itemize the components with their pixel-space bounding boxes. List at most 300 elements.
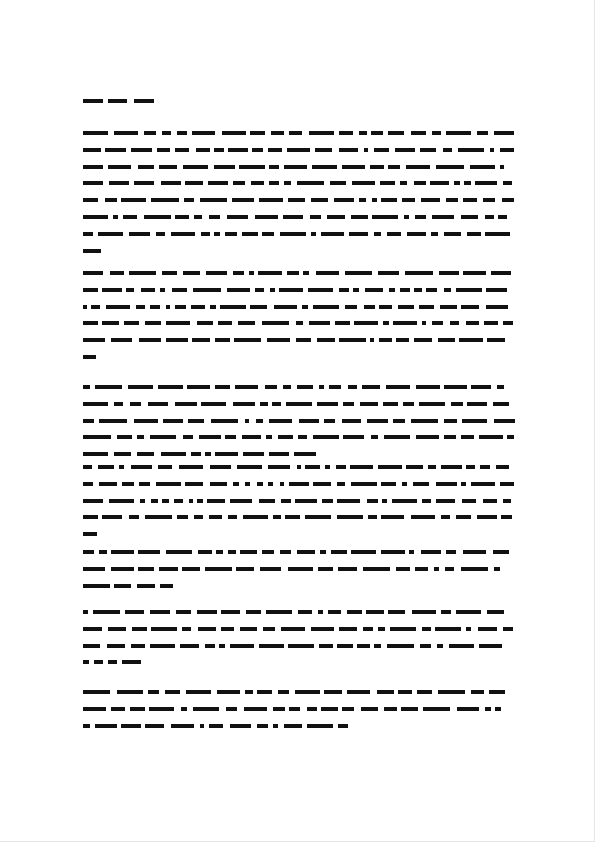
illegible-word <box>131 148 152 152</box>
illegible-word <box>297 550 315 554</box>
text-line <box>83 435 515 439</box>
illegible-word <box>342 165 365 169</box>
illegible-word <box>83 181 103 185</box>
illegible-word <box>177 515 188 519</box>
illegible-word <box>372 198 377 202</box>
illegible-word <box>198 550 212 554</box>
illegible-word <box>349 232 368 236</box>
illegible-word <box>83 271 103 275</box>
illegible-word <box>172 288 187 292</box>
illegible-word <box>114 452 131 456</box>
illegible-word <box>321 707 338 711</box>
illegible-word <box>339 288 349 292</box>
illegible-word <box>157 148 170 152</box>
illegible-word <box>236 567 254 571</box>
illegible-word <box>145 321 161 325</box>
illegible-word <box>283 385 291 389</box>
illegible-word <box>485 707 491 711</box>
illegible-word <box>266 610 292 614</box>
illegible-word <box>243 452 264 456</box>
illegible-word <box>381 482 396 486</box>
illegible-word <box>330 181 346 185</box>
illegible-word <box>324 690 342 694</box>
illegible-word <box>83 482 93 486</box>
illegible-word <box>129 515 139 519</box>
illegible-word <box>479 644 502 648</box>
illegible-word <box>122 660 141 664</box>
illegible-word <box>296 321 303 325</box>
illegible-word <box>233 271 244 275</box>
illegible-word <box>162 499 169 503</box>
illegible-word <box>415 567 428 571</box>
illegible-word <box>336 465 346 469</box>
illegible-word <box>491 271 511 275</box>
text-line <box>83 465 515 469</box>
illegible-word <box>191 305 205 309</box>
illegible-word <box>193 707 219 711</box>
illegible-word <box>438 690 465 694</box>
illegible-word <box>150 435 176 439</box>
text-line <box>83 707 515 711</box>
illegible-word <box>137 452 154 456</box>
illegible-word <box>297 385 313 389</box>
illegible-word <box>329 385 341 389</box>
illegible-word <box>137 584 155 588</box>
illegible-word <box>411 515 435 519</box>
illegible-word <box>183 435 193 439</box>
illegible-word <box>384 707 397 711</box>
illegible-word <box>83 465 92 469</box>
illegible-word <box>129 232 150 236</box>
illegible-word <box>260 567 281 571</box>
illegible-word <box>461 567 488 571</box>
illegible-word <box>357 644 370 648</box>
illegible-word <box>83 452 108 456</box>
text-line <box>83 515 515 519</box>
illegible-word <box>91 305 100 309</box>
illegible-word <box>439 271 459 275</box>
illegible-word <box>258 271 282 275</box>
illegible-word <box>354 321 378 325</box>
illegible-word <box>266 435 272 439</box>
illegible-word <box>351 482 377 486</box>
illegible-word <box>192 338 210 342</box>
illegible-word <box>444 288 451 292</box>
illegible-word <box>466 321 479 325</box>
text-line <box>83 644 515 648</box>
illegible-word <box>374 644 381 648</box>
illegible-word <box>283 215 303 219</box>
illegible-word <box>237 465 262 469</box>
illegible-word <box>461 482 466 486</box>
illegible-word <box>381 198 397 202</box>
illegible-word <box>406 465 423 469</box>
illegible-word <box>444 435 456 439</box>
illegible-word <box>95 724 117 728</box>
illegible-word <box>83 610 88 614</box>
illegible-word <box>242 435 261 439</box>
illegible-word <box>284 181 291 185</box>
illegible-word <box>298 435 307 439</box>
illegible-word <box>441 610 451 614</box>
illegible-word <box>83 165 103 169</box>
illegible-word <box>83 99 103 103</box>
illegible-word <box>108 99 127 103</box>
illegible-word <box>240 550 257 554</box>
illegible-word <box>317 402 338 406</box>
illegible-word <box>225 232 237 236</box>
illegible-word <box>459 338 483 342</box>
illegible-word <box>445 567 454 571</box>
illegible-word <box>367 499 378 503</box>
illegible-word <box>134 181 154 185</box>
illegible-word <box>249 271 254 275</box>
illegible-word <box>462 499 476 503</box>
illegible-word <box>285 515 300 519</box>
illegible-word <box>347 690 370 694</box>
illegible-word <box>262 550 274 554</box>
illegible-word <box>205 567 232 571</box>
illegible-word <box>234 338 261 342</box>
illegible-word <box>151 627 177 631</box>
illegible-word <box>398 305 414 309</box>
illegible-word <box>232 198 254 202</box>
illegible-word <box>122 482 134 486</box>
illegible-word <box>140 499 145 503</box>
illegible-word <box>129 271 156 275</box>
illegible-word <box>199 435 221 439</box>
illegible-word <box>99 550 107 554</box>
illegible-word <box>485 232 510 236</box>
illegible-word <box>245 482 250 486</box>
illegible-word <box>138 550 160 554</box>
illegible-word <box>171 724 194 728</box>
illegible-word <box>114 402 123 406</box>
illegible-word <box>83 724 90 728</box>
illegible-word <box>450 321 459 325</box>
illegible-word <box>383 402 398 406</box>
illegible-word <box>478 627 497 631</box>
illegible-word <box>296 338 311 342</box>
illegible-word <box>256 419 263 423</box>
illegible-word <box>262 232 274 236</box>
illegible-word <box>496 465 509 469</box>
illegible-word <box>444 232 461 236</box>
illegible-word <box>444 385 467 389</box>
illegible-word <box>364 148 368 152</box>
illegible-word <box>162 131 171 135</box>
illegible-word <box>316 271 339 275</box>
illegible-word <box>345 305 357 309</box>
illegible-word <box>271 131 284 135</box>
illegible-word <box>405 271 433 275</box>
illegible-word <box>400 288 410 292</box>
illegible-word <box>245 419 249 423</box>
illegible-word <box>114 584 131 588</box>
illegible-word <box>451 402 463 406</box>
illegible-word <box>361 707 378 711</box>
illegible-word <box>321 232 344 236</box>
illegible-word <box>166 321 190 325</box>
illegible-word <box>338 567 357 571</box>
illegible-word <box>490 148 494 152</box>
illegible-word <box>383 321 389 325</box>
illegible-word <box>479 435 503 439</box>
illegible-word <box>265 385 277 389</box>
illegible-word <box>471 482 495 486</box>
illegible-word <box>337 515 363 519</box>
illegible-word <box>83 249 101 253</box>
illegible-word <box>494 567 500 571</box>
illegible-word <box>466 627 471 631</box>
illegible-word <box>388 165 400 169</box>
text-line <box>83 499 515 503</box>
text-line <box>83 338 515 342</box>
illegible-word <box>353 288 359 292</box>
text-line <box>83 288 515 292</box>
illegible-word <box>328 610 341 614</box>
illegible-word <box>360 402 378 406</box>
illegible-word <box>507 435 514 439</box>
illegible-word <box>419 305 434 309</box>
illegible-word <box>279 288 303 292</box>
illegible-word <box>286 402 312 406</box>
illegible-word <box>214 165 235 169</box>
illegible-word <box>83 567 105 571</box>
illegible-word <box>325 465 330 469</box>
paragraph <box>83 465 515 536</box>
text-line <box>83 550 515 554</box>
illegible-word <box>485 215 494 219</box>
illegible-word <box>83 644 100 648</box>
text-line <box>83 305 515 309</box>
illegible-word <box>457 707 479 711</box>
illegible-word <box>483 499 497 503</box>
illegible-word <box>417 690 432 694</box>
illegible-word <box>436 499 455 503</box>
illegible-word <box>105 198 117 202</box>
illegible-word <box>145 515 172 519</box>
illegible-word <box>368 515 377 519</box>
illegible-word <box>197 610 217 614</box>
illegible-word <box>83 499 103 503</box>
illegible-word <box>483 198 495 202</box>
illegible-word <box>480 465 490 469</box>
illegible-word <box>83 215 108 219</box>
illegible-word <box>113 215 118 219</box>
illegible-word <box>95 385 122 389</box>
illegible-word <box>378 465 402 469</box>
illegible-word <box>83 402 108 406</box>
illegible-word <box>176 610 191 614</box>
illegible-word <box>121 198 146 202</box>
illegible-word <box>393 419 405 423</box>
illegible-word <box>83 198 98 202</box>
illegible-word <box>454 181 460 185</box>
illegible-word <box>382 499 387 503</box>
illegible-word <box>186 690 211 694</box>
illegible-word <box>311 232 316 236</box>
illegible-word <box>83 707 106 711</box>
illegible-word <box>309 131 334 135</box>
illegible-word <box>337 499 360 503</box>
illegible-word <box>289 131 302 135</box>
illegible-word <box>421 550 441 554</box>
illegible-word <box>83 550 94 554</box>
text-line <box>83 181 515 185</box>
illegible-word <box>165 690 180 694</box>
illegible-word <box>305 515 331 519</box>
illegible-word <box>438 338 455 342</box>
illegible-word <box>471 690 484 694</box>
illegible-word <box>495 707 501 711</box>
illegible-word <box>351 550 376 554</box>
illegible-word <box>280 232 306 236</box>
illegible-word <box>406 165 430 169</box>
illegible-word <box>374 232 381 236</box>
illegible-word <box>461 435 474 439</box>
illegible-word <box>378 271 399 275</box>
illegible-word <box>185 482 203 486</box>
illegible-word <box>123 215 137 219</box>
illegible-word <box>317 338 335 342</box>
illegible-word <box>295 690 320 694</box>
illegible-word <box>437 644 443 648</box>
illegible-word <box>217 690 240 694</box>
illegible-word <box>274 305 297 309</box>
illegible-word <box>440 305 457 309</box>
illegible-word <box>260 402 268 406</box>
illegible-word <box>289 707 300 711</box>
illegible-word <box>117 690 143 694</box>
illegible-word <box>432 321 443 325</box>
illegible-word <box>215 338 230 342</box>
illegible-word <box>444 419 457 423</box>
illegible-word <box>210 482 227 486</box>
illegible-word <box>414 288 422 292</box>
illegible-word <box>273 515 281 519</box>
illegible-word <box>227 215 248 219</box>
illegible-word <box>148 690 159 694</box>
illegible-word <box>475 181 497 185</box>
illegible-word <box>343 402 354 406</box>
illegible-word <box>102 515 122 519</box>
illegible-word <box>494 131 514 135</box>
illegible-word <box>161 181 181 185</box>
illegible-word <box>348 385 357 389</box>
illegible-word <box>374 148 389 152</box>
illegible-word <box>83 131 108 135</box>
illegible-word <box>322 499 333 503</box>
illegible-word <box>411 419 438 423</box>
illegible-word <box>162 271 177 275</box>
illegible-word <box>446 550 456 554</box>
illegible-word <box>207 499 225 503</box>
text-line <box>83 610 515 614</box>
illegible-word <box>318 610 323 614</box>
illegible-word <box>83 305 87 309</box>
illegible-word <box>150 644 175 648</box>
paragraph <box>83 131 515 253</box>
illegible-word <box>345 271 372 275</box>
illegible-word <box>386 385 410 389</box>
illegible-word <box>371 435 378 439</box>
illegible-word <box>484 321 498 325</box>
paragraph <box>83 610 515 664</box>
illegible-word <box>111 567 134 571</box>
illegible-word <box>226 707 237 711</box>
illegible-word <box>308 288 333 292</box>
illegible-word <box>114 131 138 135</box>
illegible-word <box>137 435 144 439</box>
illegible-word <box>503 181 512 185</box>
paragraph <box>83 271 515 359</box>
text-line <box>83 627 515 631</box>
illegible-word <box>370 338 374 342</box>
text-line <box>83 532 515 536</box>
illegible-word <box>294 452 316 456</box>
illegible-word <box>312 165 337 169</box>
illegible-word <box>311 627 334 631</box>
illegible-word <box>219 644 225 648</box>
illegible-word <box>144 215 171 219</box>
illegible-word <box>110 271 124 275</box>
illegible-word <box>214 148 224 152</box>
illegible-word <box>184 198 194 202</box>
illegible-word <box>461 215 478 219</box>
illegible-word <box>273 724 278 728</box>
illegible-word <box>238 321 255 325</box>
text-line <box>83 419 515 423</box>
illegible-word <box>414 181 426 185</box>
illegible-word <box>320 550 326 554</box>
illegible-word <box>138 567 154 571</box>
illegible-word <box>443 148 452 152</box>
illegible-word <box>310 215 321 219</box>
illegible-word <box>175 305 186 309</box>
illegible-word <box>426 288 437 292</box>
illegible-word <box>225 435 236 439</box>
illegible-word <box>255 288 264 292</box>
illegible-word <box>159 567 178 571</box>
illegible-word <box>175 148 189 152</box>
illegible-word <box>378 627 385 631</box>
illegible-word <box>128 385 153 389</box>
text-line <box>83 198 515 202</box>
illegible-word <box>205 644 215 648</box>
illegible-word <box>136 305 145 309</box>
illegible-word <box>210 305 216 309</box>
illegible-word <box>338 724 348 728</box>
illegible-word <box>268 465 290 469</box>
illegible-word <box>83 690 110 694</box>
illegible-word <box>343 435 364 439</box>
illegible-word <box>108 165 131 169</box>
illegible-word <box>337 482 345 486</box>
illegible-word <box>335 321 350 325</box>
illegible-word <box>145 724 164 728</box>
illegible-word <box>477 515 497 519</box>
illegible-word <box>83 385 90 389</box>
illegible-word <box>150 610 170 614</box>
illegible-word <box>297 181 324 185</box>
illegible-word <box>209 515 222 519</box>
illegible-word <box>298 610 312 614</box>
illegible-word <box>179 465 203 469</box>
illegible-word <box>402 198 415 202</box>
illegible-word <box>456 515 471 519</box>
illegible-word <box>393 321 417 325</box>
